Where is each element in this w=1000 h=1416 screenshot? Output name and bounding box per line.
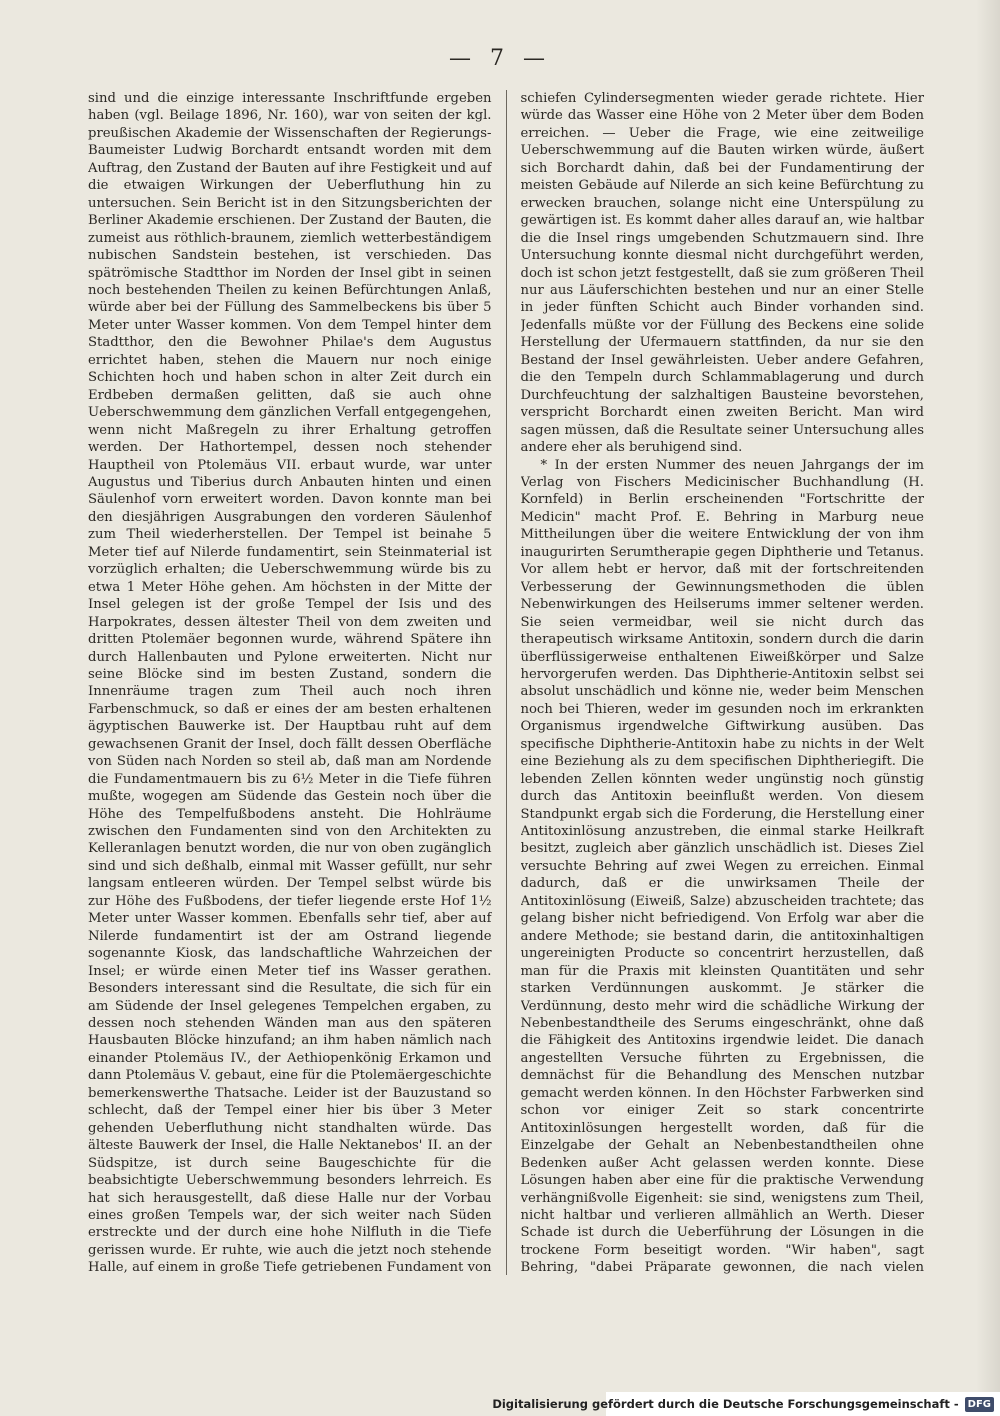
right-column-paragraph-1: schiefen Cylindersegmenten wieder gerade richtete. Hier würde das Wasser eine Höhe von 2 Meter über dem Boden erreichen. — Ueber die Frage, wie eine zeitweilige Ueberschwemmung auf die Bauten wirken würde, äußert sich Borchardt dahin, daß bei der Fundamentirung der meisten Gebäude auf Nilerde an sich keine Befürchtung zu erwecken brauchen, solange nicht eine Unterspülung zu gewärtigen ist. Es kommt daher alles darauf an, wie haltbar die die Insel rings umgebenden Schutzmauern sind. Ihre Untersuchung konnte diesmal nicht durchgeführt werden, doch ist schon jetzt festgestellt, daß sie zum größeren Theil nur aus Läuferschichten bestehen und nur an einer Stelle in jeder fünften Schicht auch Binder vorhanden sind. Jedenfalls müßte vor der Füllung des Beckens eine solide Herstellung der Ufermauern stattfinden, da nur sie den Bestand der Insel gewährleisten. Ueber andere Gefahren, die den Tempeln durch Schlammablagerung und durch Durchfeuchtung der salzhaltigen Bausteine bevorstehen, verspricht Borchardt einen zweiten Bericht. Man wird sagen müssen, daß die Resultate seiner Untersuchung alles andere eher als beruhigend sind. <box>520 91 924 456</box>
page-edge-shadow <box>976 0 1000 1392</box>
dfg-logo-icon: DFG <box>965 1397 994 1412</box>
page-number: — 7 — <box>449 46 551 71</box>
right-column-paragraph-2: * In der ersten Nummer des neuen Jahrgangs der im Verlag von Fischers Medicinischer Buchhandlung (H. Kornfeld) in Berlin erscheinenden "Fortschritte der Medicin" macht Prof. E. Behring in Marburg neue Mittheilungen über die weitere Entwicklung der von ihm inaugurirten Serumtherapie gegen Diphtherie und Tetanus. Vor allem hebt er hervor, daß mit der fortschreitenden Verbesserung der Gewinnungsmethoden die üblen Nebenwirkungen des Heilserums immer seltener werden. Sie seien vermeidbar, weil sie nicht durch das therapeutisch wirksame Antitoxin, sondern durch die darin überflüssigerweise enthaltenen Eiweißkörper und Salze hervorgerufen werden. Das Diphtherie-Antitoxin selbst sei absolut unschädlich und könne nie, weder beim Menschen noch bei Thieren, weder im gesunden noch im erkrankten Organismus irgendwelche Giftwirkung ausüben. Das specifische Diphtherie-Antitoxin habe zu nichts in der Welt eine Beziehung als zu dem specifischen Diphtheriegift. Die lebenden Zellen könnten weder ungünstig noch günstig durch das Antitoxin beeinflußt werden. Von diesem Standpunkt ergab sich die Forderung, die Herstellung einer Antitoxinlösung anzustreben, die einmal starke Heilkraft besitzt, zugleich aber gänzlich unschädlich ist. Dieses Ziel versuchte Behring auf zwei Wegen zu erreichen. Einmal dadurch, daß er die unwirksamen Theile der Antitoxinlösung (Eiweiß, Salze) abzuscheiden trachtete; das gelang bisher nicht befriedigend. Von Erfolg war aber die andere Methode; sie bestand darin, die antitoxinhaltigen ungereinigten Producte so concentrirt herzustellen, daß man für die Praxis mit kleinsten Quantitäten und sehr starken Verdünnungen auskommt. Je stärker die Verdünnung, desto mehr wird die schädliche Wirkung der Nebenbestandtheile des Serums eingeschränkt, ohne daß die Fähigkeit des Antitoxins irgendwie leidet. Die danach angestellten Versuche führten zu Ergebnissen, die demnächst für die Behandlung des Menschen nutzbar gemacht werden können. In den Höchster Farbwerken sind schon vor einiger Zeit so stark concentrirte Antitoxinlösungen hergestellt worden, daß für die Einzelgabe der Gehalt an Nebenbestandtheilen ohne Bedenken außer Acht gelassen werden konnte. Diese Lösungen haben aber eine für die praktische Verwendung verhängnißvolle Eigenheit: sie sind, wenigstens zum Theil, nicht haltbar und verlieren allmählich an Werth. Dieser Schade ist durch die Ueberführung der Lösungen in die trockene Form beseitigt worden. "Wir haben", sagt Behring, "dabei Präparate gewonnen, die nach vielen <box>520 457 924 1275</box>
left-column-paragraph: sind und die einzige interessante Inschriftfunde ergeben haben (vgl. Beilage 1896, Nr. 160), war von seiten der kgl. preußischen Akademie der Wissenschaften der Regierungs-Baumeister Ludwig Borchardt entsandt worden mit dem Auftrag, den Zustand der Bauten auf ihre Festigkeit und auf die etwaigen Wirkungen der Ueberfluthung hin zu untersuchen. Sein Bericht ist in den Sitzungsberichten der Berliner Akademie erschienen. Der Zustand der Bauten, die zumeist aus röthlich-braunem, ziemlich wetterbeständigem nubischen Sandstein bestehen, ist verschieden. Das spätrömische Stadtthor im Norden der Insel gibt in seinen noch bestehenden Theilen zu keinen Befürchtungen Anlaß, würde aber bei der Füllung des Sammelbeckens bis über 5 Meter unter Wasser kommen. Von dem Tempel hinter dem Stadtthor, den die Bewohner Philae's dem Augustus errichtet haben, stehen die Mauern nur noch einige Schichten hoch und haben schon in alter Zeit durch ein Erdbeben dermaßen gelitten, daß sie auch ohne Ueberschwemmung dem gänzlichen Verfall entgegengehen, wenn nicht Maßregeln zu ihrer Erhaltung getroffen werden. Der Hathortempel, dessen noch stehender Hauptheil von Ptolemäus VII. erbaut wurde, war unter Augustus und Tiberius durch Anbauten hinten und einen Säulenhof vorn erweitert worden. Davon konnte man bei den diesjährigen Ausgrabungen den vorderen Säulenhof zum Theil wiederherstellen. Der Tempel ist beinahe 5 Meter tief auf Nilerde fundamentirt, sein Steinmaterial ist vorzüglich erhalten; die Ueberschwemmung würde bis zu etwa 1 Meter Höhe gehen. Am höchsten in der Mitte der Insel gelegen ist der große Tempel der Isis und des Harpokrates, dessen ältester Theil von dem zweiten und dritten Ptolemäer begonnen wurde, während Spätere ihn durch Hallenbauten und Pylone erweiterten. Nicht nur seine Blöcke sind im besten Zustand, sondern die Innenräume tragen zum Theil auch noch ihren Farbenschmuck, so daß er eines der am besten erhaltenen ägyptischen Bauwerke ist. Der Hauptbau ruht auf dem gewachsenen Granit der Insel, doch fällt dessen Oberfläche von Süden nach Norden so steil ab, daß man am Nordende die Fundamentmauern bis zu 6½ Meter in die Tiefe führen mußte, wogegen am Südende das Gestein noch über die Höhe des Tempelfußbodens ansteht. Die Hohlräume zwischen den Fundamenten sind von den Architekten zu Kelleranlagen benutzt worden, die nur von oben zugänglich sind und sich deßhalb, einmal mit Wasser gefüllt, nur sehr langsam entleeren würden. Der Tempel selbst würde bis zur Höhe des Fußbodens, der tiefer liegende erste Hof 1½ Meter unter Wasser kommen. Ebenfalls sehr tief, aber auf Nilerde fundamentirt ist der am Ostrand liegende sogenannte Kiosk, das landschaftliche Wahrzeichen der Insel; er würde einen Meter tief ins Wasser gerathen. Besonders interessant sind die Resultate, die sich für ein am Südende der Insel gelegenes Tempelchen ergaben, zu dessen noch stehenden Wänden man aus den späteren Hausbauten Blöcke hinzufand; an ihm haben nämlich nach einander Ptolemäus IV., der Aethiopenkönig Erkamon und dann Ptolemäus V. gebaut, eine für die Ptolemäergeschichte bemerkenswerthe Thatsache. Leider ist der Bauzustand so schlecht, daß der Tempel einer hier bis über 3 Meter gehenden Ueberfluthung nicht standhalten würde. Das älteste Bauwerk der Insel, die Halle Nektanebos' II. an der Südspitze, ist durch seine Baugeschichte für die beabsichtigte Ueberschwemmung besonders lehrreich. Es hat sich herausgestellt, daß diese Halle nur der Vorbau eines großen Tempels war, der sich weiter nach Süden erstreckte und der durch eine hohe Nilfluth in die Tiefe gerissen wurde. Er ruhte, wie auch die jetzt noch stehende Halle, auf einem in große Tiefe getriebenen Fundament von <box>88 91 492 1275</box>
column-divider <box>506 90 507 1275</box>
left-column <box>88 90 492 1275</box>
footer-text: Digitalisierung gefördert durch die Deutsche Forschungsgemeinschaft - <box>492 1397 959 1411</box>
right-column <box>521 90 925 1275</box>
article-columns <box>88 90 924 1275</box>
digitization-footer <box>492 1392 1000 1416</box>
